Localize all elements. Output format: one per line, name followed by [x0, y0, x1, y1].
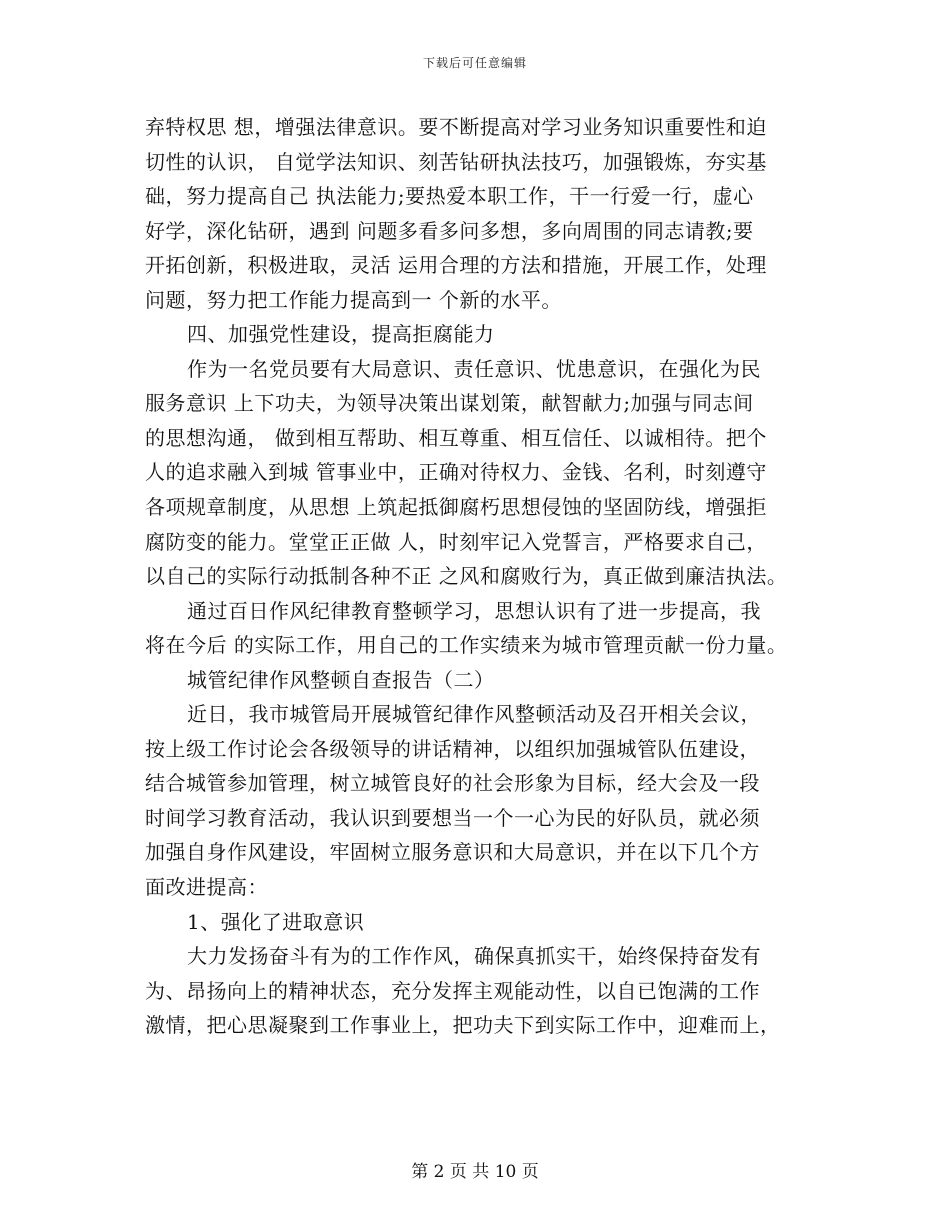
body-text [145, 110, 845, 1043]
text-line: 四、加强党性建设，提高拒腐能力 [187, 322, 495, 347]
text-line: 人的追求融入到城 管事业中，正确对待权力、金钱、名利，时刻遵守 [145, 460, 767, 485]
text-line: 时间学习教育活动，我认识到要想当一个一心为民的好队员，就必须 [145, 805, 760, 830]
page-header: 下载后可任意编辑 [422, 56, 527, 70]
text-line: 激情，把心思凝聚到工作事业上，把功夫下到实际工作中，迎难而上， [145, 1013, 781, 1038]
text-line: 弃特权思 想，增强法律意识。要不断提高对学习业务知识重要性和迫 [145, 115, 767, 139]
text-line: 切性的认识， 自觉学法知识、刻苦钻研执法技巧，加强锻炼，夯实基 [145, 149, 767, 174]
text-line: 以自己的实际行动抵制各种不正 之风和腐败行为，真正做到廉洁执法。 [145, 564, 788, 589]
text-line: 为、昂扬向上的精神状态，充分发挥主观能动性，以自已饱满的工作 [145, 978, 760, 1003]
text-line: 开拓创新，积极进取，灵活 运用合理的方法和措施，开展工作，处理 [145, 253, 767, 278]
text-line: 的思想沟通， 做到相互帮助、相互尊重、相互信任、以诚相待。把个 [145, 425, 767, 450]
text-line: 作为一名党员要有大局意识、责任意识、忧患意识，在强化为民 [187, 356, 761, 381]
text-line: 加强自身作风建设，牢固树立服务意识和大局意识，并在以下几个方 [145, 840, 760, 865]
text-line: 大力发扬奋斗有为的工作作风，确保真抓实干，始终保持奋发有 [187, 944, 761, 969]
text-line: 通过百日作风纪律教育整顿学习，思想认识有了进一步提高，我 [187, 598, 761, 623]
text-line: 城管纪律作风整顿自查报告（二） [187, 667, 495, 692]
text-line: 将在今后 的实际工作，用自己的工作实绩来为城市管理贡献一份力量。 [145, 633, 788, 658]
text-line: 近日，我市城管局开展城管纪律作风整顿活动及召开相关会议， [187, 702, 761, 727]
text-line: 服务意识 上下功夫，为领导决策出谋划策，献智献力;加强与同志间 [145, 391, 754, 416]
text-line: 腐防变的能力。堂堂正正做 人，时刻牢记入党誓言，严格要求自己， [145, 529, 767, 554]
text-line: 按上级工作讨论会各级领导的讲话精神，以组织加强城管队伍建设， [145, 736, 760, 761]
text-line: 础，努力提高自己 执法能力;要热爱本职工作，干一行爱一行，虚心 [145, 184, 754, 209]
text-line: 好学，深化钻研，遇到 问题多看多问多想，多向周围的同志请教;要 [145, 218, 754, 243]
page-footer: 第 2 页 共 10 页 [411, 1162, 539, 1182]
text-line: 结合城管参加管理，树立城管良好的社会形象为目标，经大会及一段 [145, 771, 760, 796]
text-line: 问题，努力把工作能力提高到一 个新的水平。 [145, 287, 562, 312]
text-line: 各项规章制度，从思想 上筑起抵御腐朽思想侵蚀的坚固防线，增强拒 [145, 495, 767, 520]
text-line: 1、强化了进取意识 [187, 909, 365, 934]
text-line: 面改进提高： [145, 875, 268, 900]
